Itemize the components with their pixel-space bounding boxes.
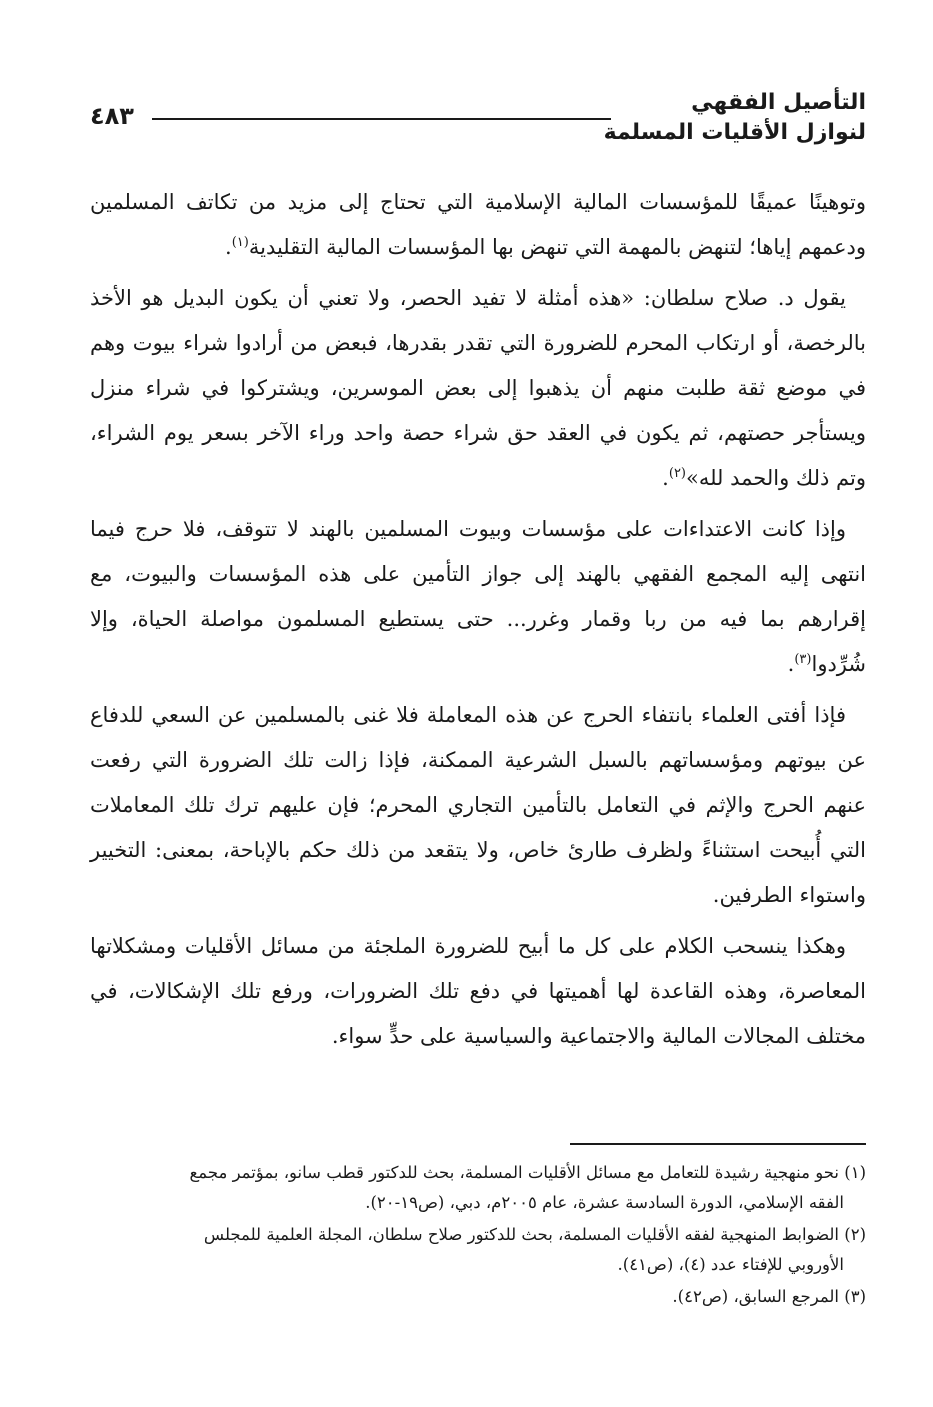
paragraph-1	[90, 180, 866, 270]
paragraph-1-text: وتوهينًا عميقًا للمؤسسات المالية الإسلامية التي تحتاج إلى مزيد من تكاتف المسلمين ودعمهم إياها؛ لتنهض بالمهمة التي تنهض بها المؤسسات المالية التقليدية	[90, 190, 866, 259]
running-title-line-2: لنوازل الأقليات المسلمة	[603, 120, 866, 145]
paragraph-1-end: .	[225, 235, 232, 259]
footnote-1-line-2: الفقه الإسلامي، الدورة السادسة عشرة، عام ٢٠٠٥م، دبي، (ص١٩-٢٠).	[365, 1193, 844, 1212]
paragraph-2-text: يقول د. صلاح سلطان: «هذه أمثلة لا تفيد الحصر، ولا تعني أن يكون البديل هو الأخذ بالرخصة، أو ارتكاب المحرم للضرورة التي تقدر بقدرها، فبعض من أرادوا شراء بيوت وهم في موضع ثقة طلبت منهم أن يذهبوا إلى بعض الموسرين، ويشتركوا في شراء منزل ويستأجر حصتهم، ثم يكون في العقد حق شراء حصة واحد وراء الآخر بسعر يوم الشراء، وتم ذلك والحمد لله»	[90, 286, 866, 490]
footnote-2	[90, 1220, 866, 1280]
footnote-ref-3: (٣)	[794, 652, 812, 667]
main-text	[90, 180, 866, 1065]
page-header	[90, 88, 866, 168]
footnote-1	[90, 1158, 866, 1218]
running-title-line-1: التأصيل الفقهي	[691, 90, 866, 115]
footnote-1-line-1: (١) نحو منهجية رشيدة للتعامل مع مسائل الأقليات المسلمة، بحث للدكتور قطب سانو، بمؤتمر مجمع	[189, 1163, 866, 1182]
footnotes	[90, 1158, 866, 1314]
paragraph-2	[90, 276, 866, 501]
running-title	[604, 88, 866, 148]
paragraph-3	[90, 507, 866, 687]
footnote-ref-1: (١)	[231, 235, 249, 250]
paragraph-5: وهكذا ينسحب الكلام على كل ما أبيح للضرورة الملجئة من مسائل الأقليات ومشكلاتها المعاصرة، وهذه القاعدة لها أهميتها في دفع تلك الضرورات، ورفع تلك الإشكالات، في مختلف المجالات المالية والاجتماعية والسياسية على حدٍّ سواء.	[90, 934, 866, 1048]
footnote-2-line-1: (٢) الضوابط المنهجية لفقه الأقليات المسلمة، بحث للدكتور صلاح سلطان، المجلة العلمية للمجلس	[203, 1225, 866, 1244]
header-rule	[152, 118, 611, 120]
footnote-2-line-2: الأوروبي للإفتاء عدد (٤)، (ص٤١).	[617, 1255, 844, 1274]
page-number: ٤٨٣	[90, 102, 134, 130]
paragraph-4: فإذا أفتى العلماء بانتفاء الحرج عن هذه المعاملة فلا غنى بالمسلمين عن السعي للدفاع عن بيوتهم ومؤسساتهم بالسبل الشرعية الممكنة، فإذا زالت تلك الضرورة التي رفعت عنهم الحرج والإثم في التعامل بالتأمين التجاري المحرم؛ فإن عليهم ترك تلك المعاملات التي أُبيحت استثناءً ولظرف طارئ خاص، ولا يتقعد من ذلك حكم بالإباحة، بمعنى: التخيير واستواء الطرفين.	[90, 703, 866, 907]
book-page	[90, 88, 866, 1368]
footnote-3-line-1: (٣) المرجع السابق، (ص٤٢).	[672, 1287, 866, 1306]
footnote-ref-2: (٢)	[668, 466, 686, 481]
paragraph-3-end: .	[787, 652, 795, 676]
footnote-separator	[570, 1143, 866, 1145]
paragraph-3-text: وإذا كانت الاعتداءات على مؤسسات وبيوت المسلمين بالهند لا تتوقف، فلا حرج فيما انتهى إليه المجمع الفقهي بالهند إلى جواز التأمين على هذه المؤسسات والبيوت، مع إقرارهم بما فيه من ربا وقمار وغرر... حتى يستطيع المسلمون مواصلة الحياة، وإلا شُرِّدوا	[90, 517, 866, 676]
paragraph-2-end: .	[662, 466, 669, 490]
footnote-3	[90, 1282, 866, 1312]
